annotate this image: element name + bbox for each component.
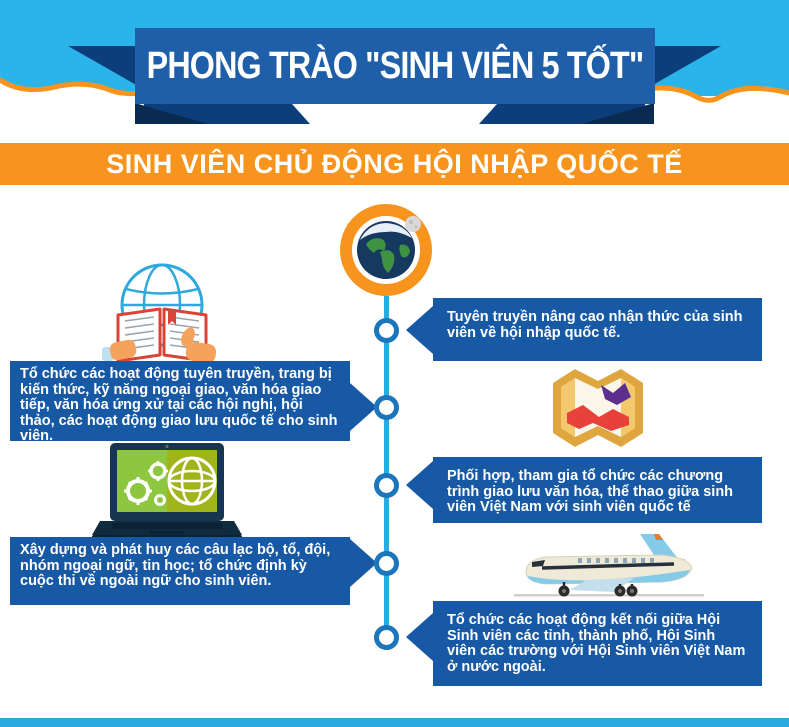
- poster-title: PHONG TRÀO "SINH VIÊN 5 TỐT": [146, 44, 644, 87]
- moon-icon: [405, 216, 421, 232]
- timeline-item-text: Xây dựng và phát huy các câu lạc bộ, tổ, đội, nhóm ngoại ngữ, tin học; tổ chức định kỳ cuộc thi về ngoài ngữ cho sinh viên.: [20, 542, 331, 589]
- timeline-item-right-1: [433, 298, 762, 361]
- ground-line: [514, 594, 704, 597]
- timeline-item-text: Tổ chức các hoạt động kết nối giữa Hội Sinh viên các tỉnh, thành phố, Hội Sinh viên các trường với Hội Sinh viên Việt Nam ở nước ngoài.: [447, 612, 746, 675]
- timeline-node-5: [374, 625, 399, 650]
- arrow-left-icon: [406, 613, 433, 661]
- folded-map-icon: [551, 367, 645, 451]
- arrow-right-icon: [350, 539, 377, 587]
- book-globe-icon: [98, 263, 226, 365]
- poster-subtitle: SINH VIÊN CHỦ ĐỘNG HỘI NHẬP QUỐC TẾ: [106, 148, 683, 179]
- webcam-dot: [165, 445, 168, 448]
- timeline-node-3: [374, 473, 399, 498]
- timeline-node-4: [374, 551, 399, 576]
- arrow-right-icon: [350, 383, 377, 431]
- arrow-left-icon: [406, 306, 433, 354]
- arrow-left-icon: [406, 461, 433, 509]
- laptop-gears-globe-icon: [92, 443, 242, 540]
- timeline-item-left-2: [10, 537, 350, 605]
- timeline-item-right-3: [433, 601, 762, 686]
- earth-orange-ring-icon: [338, 202, 434, 298]
- timeline-item-text: Tổ chức các hoạt động tuyên truyền, trang bị kiến thức, kỹ năng ngoại giao, văn hóa giao tiếp, văn hóa ứng xử tại các hội nghị, hội thảo, các hoạt động giao lưu quốc tế cho sinh viên.: [20, 366, 338, 444]
- timeline-item-right-2: [433, 457, 762, 523]
- bottom-accent-bar: [0, 718, 789, 727]
- timeline-item-left-1: [10, 361, 350, 444]
- timeline-item-text: Phối hợp, tham gia tổ chức các chương trình giao lưu văn hóa, thể thao giữa sinh viên Việt Nam với sinh viên quốc tế: [447, 468, 734, 515]
- subtitle-banner: [0, 143, 789, 185]
- timeline-item-text: Tuyên truyền nâng cao nhận thức của sinh viên về hội nhập quốc tế.: [447, 309, 743, 341]
- airplane-icon: [512, 530, 707, 608]
- timeline-node-2: [374, 395, 399, 420]
- timeline-node-1: [374, 318, 399, 343]
